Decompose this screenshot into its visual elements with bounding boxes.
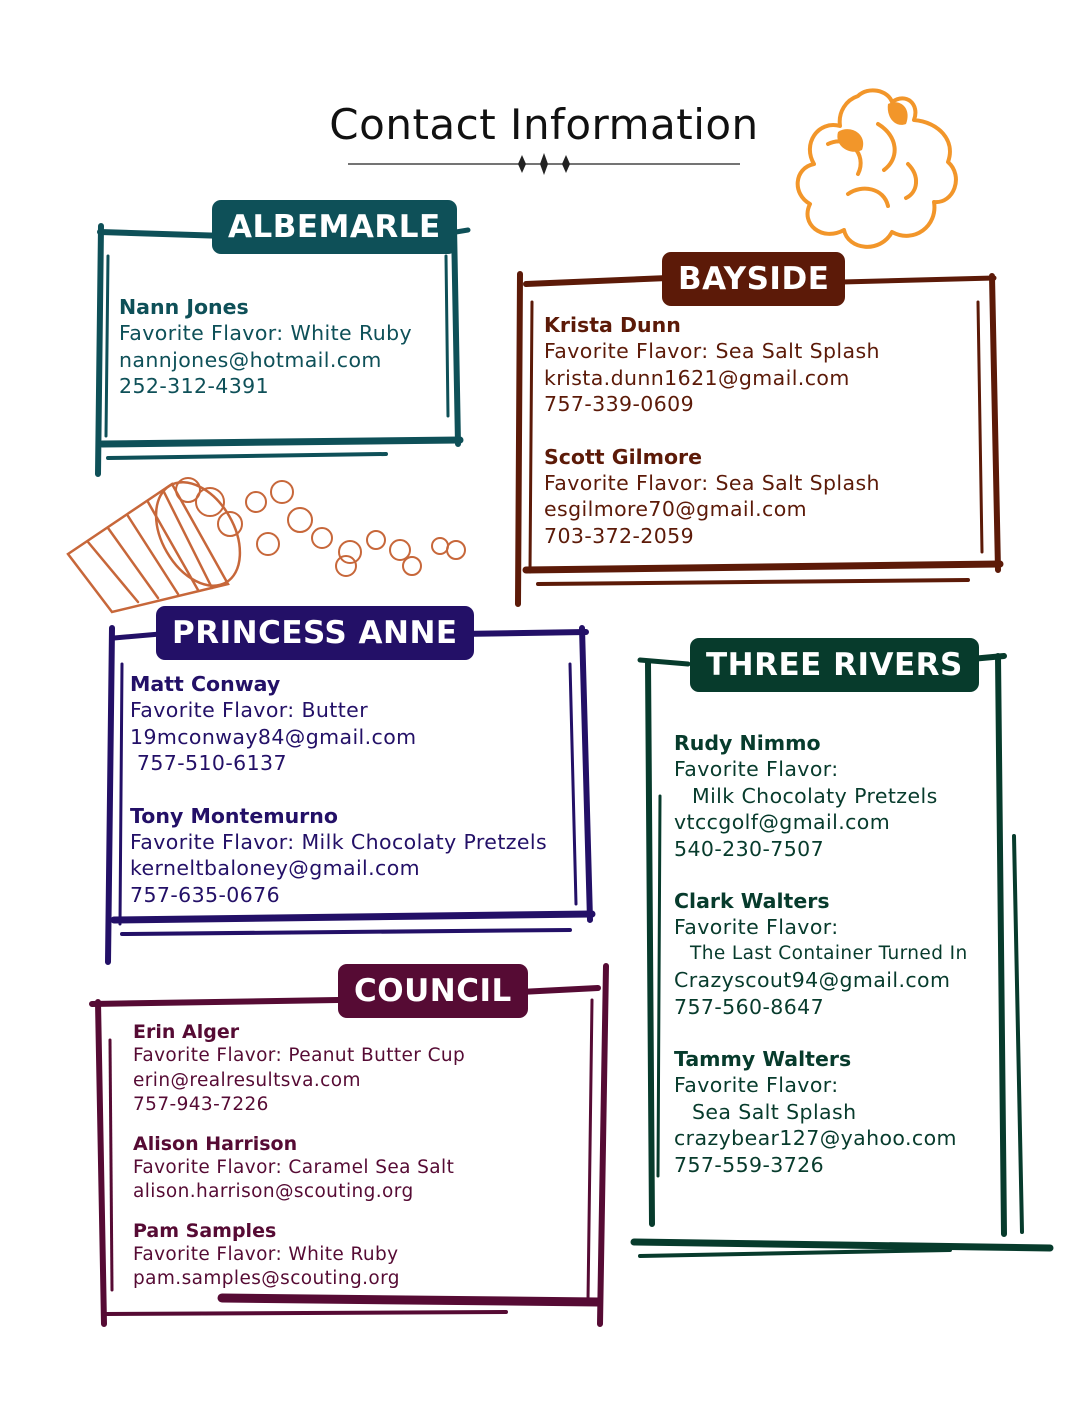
contact-card bbox=[674, 1046, 968, 1178]
contact-card bbox=[130, 671, 547, 777]
contact-name: Clark Walters bbox=[674, 889, 830, 913]
contact-email: nannjones@hotmail.com bbox=[119, 347, 382, 372]
contact-name: Matt Conway bbox=[130, 672, 281, 696]
contact-phone: 252-312-4391 bbox=[119, 374, 270, 398]
contact-card bbox=[674, 730, 968, 862]
contact-name: Scott Gilmore bbox=[544, 444, 703, 469]
contact-card bbox=[133, 1020, 465, 1118]
contact-name: Tony Montemurno bbox=[130, 803, 338, 828]
contact-email: esgilmore70@gmail.com bbox=[544, 497, 808, 521]
contact-name: Erin Alger bbox=[133, 1021, 240, 1043]
popcorn-kernel-icon bbox=[788, 84, 963, 264]
contact-flavor-label: Favorite Flavor: bbox=[674, 757, 839, 781]
title-divider bbox=[348, 150, 740, 180]
contact-name: Krista Dunn bbox=[544, 313, 681, 337]
three-rivers-tab: THREE RIVERS bbox=[690, 638, 979, 692]
albemarle-contacts bbox=[119, 294, 412, 426]
contact-email: crazybear127@yahoo.com bbox=[674, 1126, 957, 1150]
contact-email: vtccgolf@gmail.com bbox=[674, 810, 891, 834]
albemarle-tab: ALBEMARLE bbox=[212, 200, 457, 254]
council-section bbox=[86, 960, 622, 1330]
contact-flavor: Favorite Flavor: Peanut Butter Cup bbox=[133, 1045, 466, 1066]
contact-email: krista.dunn1621@gmail.com bbox=[544, 365, 850, 390]
contact-flavor-label: Favorite Flavor: bbox=[674, 1073, 839, 1097]
contact-flavor: Favorite Flavor: Sea Salt Splash bbox=[544, 339, 880, 363]
contact-flavor: Favorite Flavor: Butter bbox=[130, 698, 369, 722]
contact-flavor: The Last Container Turned In bbox=[690, 942, 968, 964]
contact-flavor-label: Favorite Flavor: bbox=[674, 915, 839, 939]
contact-card bbox=[119, 294, 412, 400]
contact-name: Nann Jones bbox=[119, 295, 249, 319]
contact-card bbox=[133, 1132, 465, 1205]
contact-email: 19mconway84@gmail.com bbox=[130, 724, 417, 749]
contact-phone: 540-230-7507 bbox=[674, 836, 825, 861]
contact-email: pam.samples@scouting.org bbox=[133, 1268, 400, 1289]
contact-flavor: Favorite Flavor: White Ruby bbox=[119, 321, 413, 345]
contact-phone: 703-372-2059 bbox=[544, 523, 695, 548]
contact-flavor: Milk Chocolaty Pretzels bbox=[692, 783, 938, 808]
contact-card bbox=[544, 444, 880, 550]
contact-phone: 757-510-6137 bbox=[130, 751, 287, 775]
contact-card bbox=[133, 1219, 465, 1292]
contact-phone: 757-560-8647 bbox=[674, 994, 825, 1019]
contact-email: alison.harrison@scouting.org bbox=[133, 1181, 414, 1202]
contact-flavor: Sea Salt Splash bbox=[692, 1099, 857, 1124]
contact-card bbox=[544, 312, 880, 418]
contact-name: Alison Harrison bbox=[133, 1132, 298, 1155]
council-contacts bbox=[133, 1020, 465, 1306]
contact-flavor: Favorite Flavor: Sea Salt Splash bbox=[544, 470, 880, 495]
princess-anne-section bbox=[100, 604, 600, 970]
bayside-tab: BAYSIDE bbox=[662, 252, 845, 306]
contact-name: Rudy Nimmo bbox=[674, 731, 821, 755]
three-rivers-contacts bbox=[674, 730, 968, 1204]
contact-name: Pam Samples bbox=[133, 1219, 277, 1242]
contact-email: erin@realresultsva.com bbox=[133, 1069, 361, 1091]
albemarle-section bbox=[86, 196, 476, 486]
contact-card bbox=[674, 888, 968, 1020]
contact-phone: 757-943-7226 bbox=[133, 1094, 269, 1115]
contact-flavor: Favorite Flavor: Milk Chocolaty Pretzels bbox=[130, 829, 548, 854]
contact-flavor: Favorite Flavor: Caramel Sea Salt bbox=[133, 1156, 455, 1178]
three-rivers-section bbox=[630, 636, 1060, 1268]
princess-anne-tab: PRINCESS ANNE bbox=[156, 606, 474, 660]
contact-phone: 757-635-0676 bbox=[130, 882, 281, 907]
contact-email: Crazyscout94@gmail.com bbox=[674, 968, 951, 992]
princess-anne-contacts bbox=[130, 671, 547, 934]
contact-name: Tammy Walters bbox=[674, 1047, 852, 1071]
contact-phone: 757-559-3726 bbox=[674, 1152, 825, 1177]
contact-flavor: Favorite Flavor: White Ruby bbox=[133, 1243, 399, 1265]
bayside-contacts bbox=[544, 312, 880, 575]
contact-email: kerneltbaloney@gmail.com bbox=[130, 856, 421, 880]
contact-phone: 757-339-0609 bbox=[544, 392, 695, 416]
page-title: Contact Information bbox=[329, 100, 759, 149]
popcorn-bucket-icon bbox=[60, 462, 480, 622]
contact-card bbox=[130, 803, 547, 909]
bayside-section bbox=[508, 252, 1008, 614]
council-tab: COUNCIL bbox=[338, 964, 528, 1018]
